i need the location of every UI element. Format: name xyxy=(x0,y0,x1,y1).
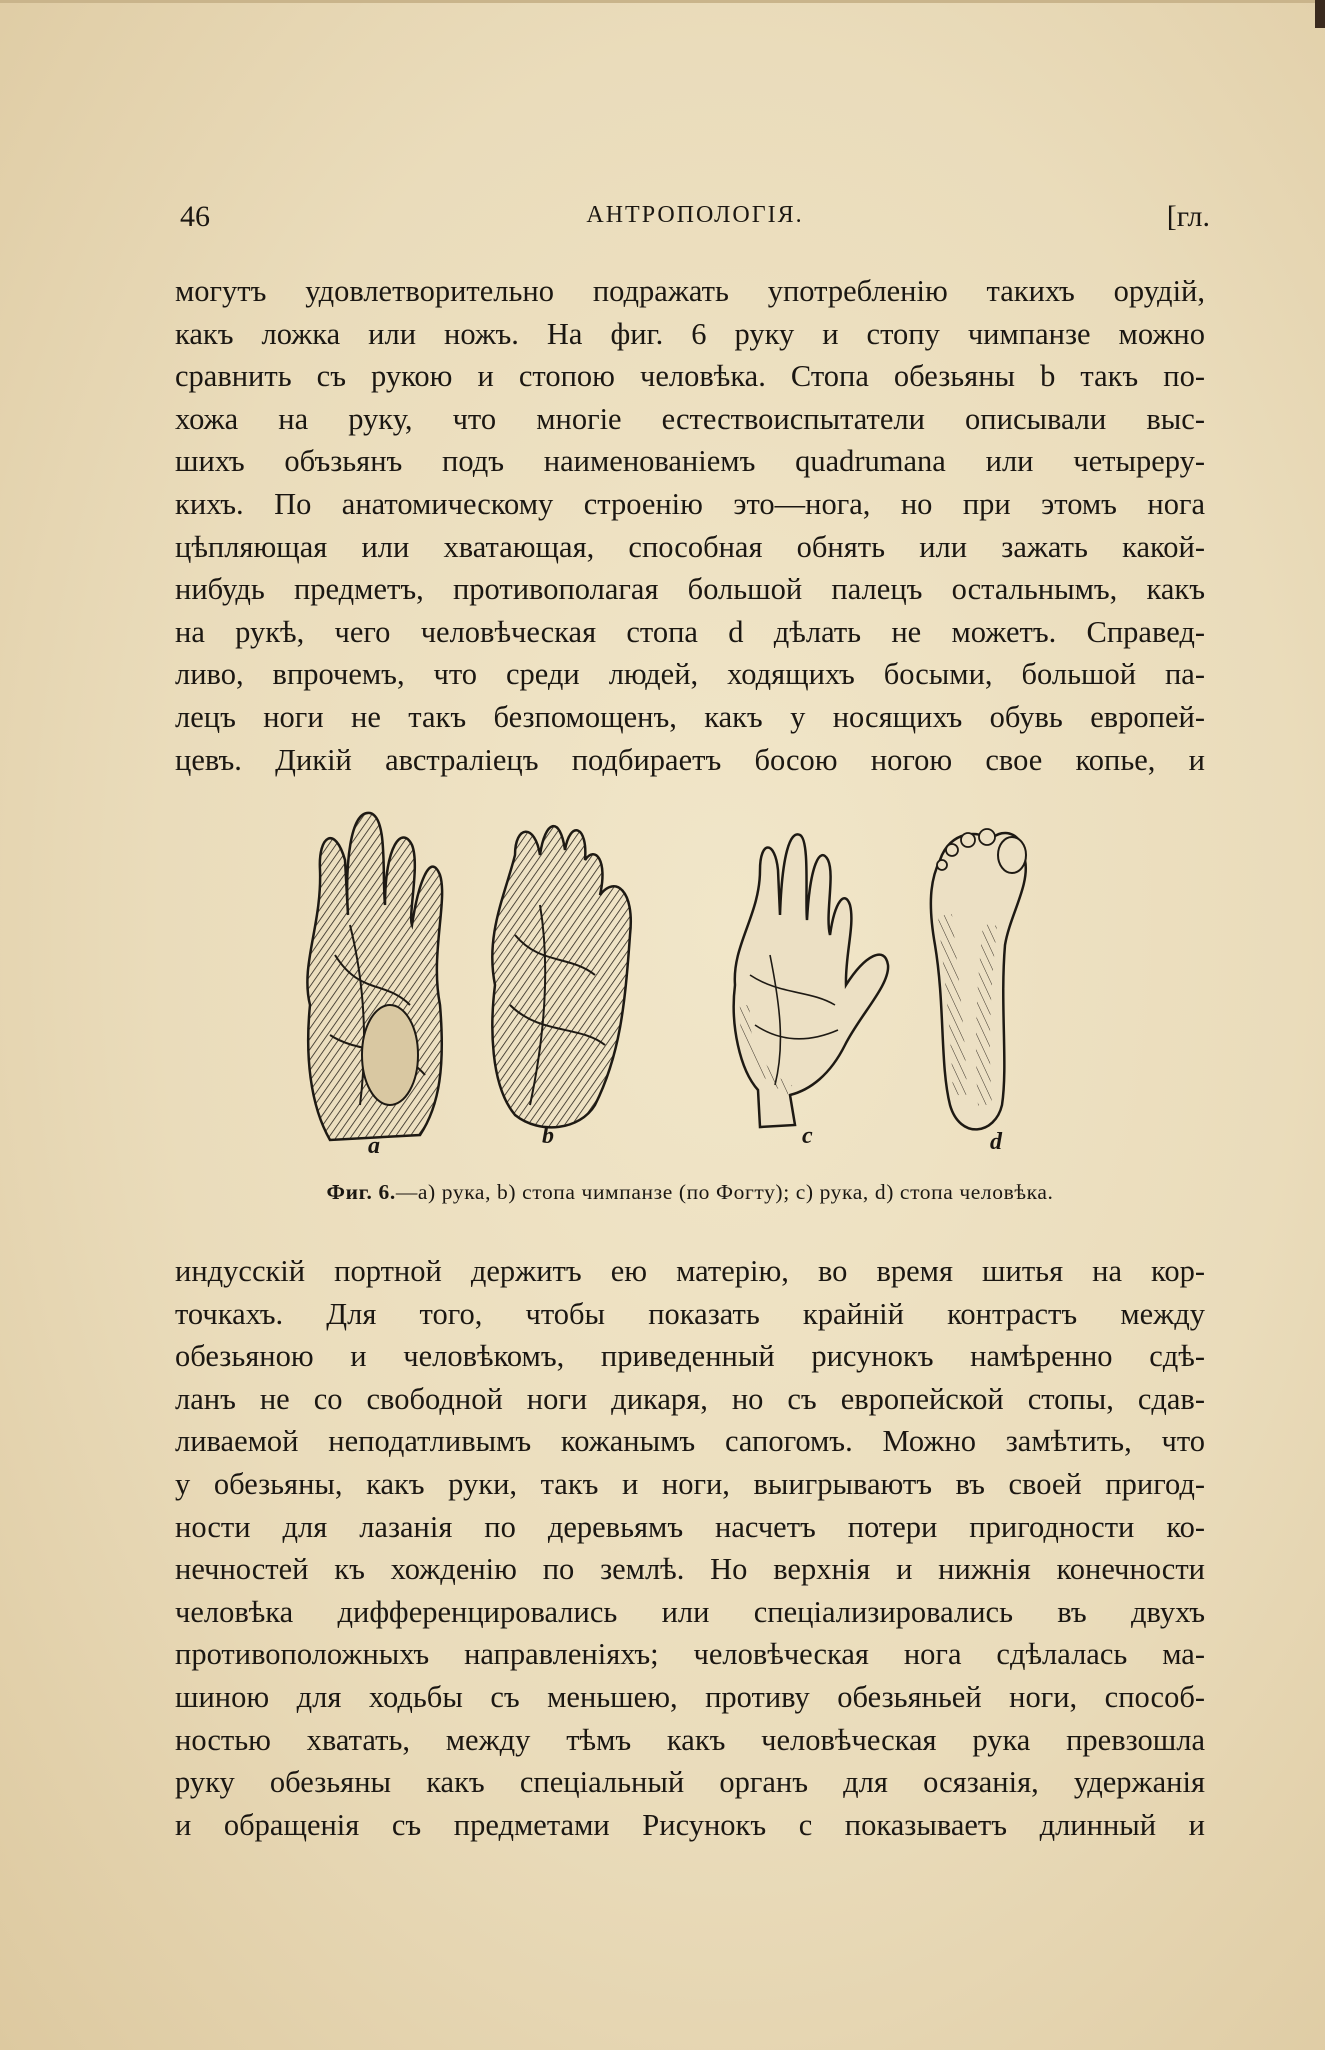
page-corner-shadow xyxy=(1315,0,1325,28)
chimp-foot-drawing xyxy=(492,826,631,1127)
text-line: ливаемой неподатливымъ кожанымъ сапогомъ. Можно замѣтить, что xyxy=(175,1424,1205,1459)
text-line: руку обезьяны какъ спеціальный органъ для осязанія, удержанія xyxy=(175,1765,1205,1800)
text-line: обезьяною и человѣкомъ, приведенный рисунокъ намѣренно сдѣ- xyxy=(175,1339,1205,1374)
figure-label-a: a xyxy=(368,1133,380,1159)
figure-hands-and-feet xyxy=(290,805,1090,1159)
caption-lead: Фиг. 6. xyxy=(326,1180,396,1204)
text-line: противоположныхъ направленіяхъ; человѣческая нога сдѣлалась ма- xyxy=(175,1637,1205,1672)
running-title: АНТРОПОЛОГІЯ. xyxy=(586,202,804,228)
text-line: точкахъ. Для того, чтобы показать крайній контрастъ между xyxy=(175,1296,1205,1331)
paragraph-bottom xyxy=(175,1250,1205,1846)
text-line: индусскій портной держитъ ею матерію, во время шитья на кор- xyxy=(175,1254,1205,1288)
figure-label-b: b xyxy=(542,1123,554,1149)
page-header xyxy=(180,200,1210,244)
figure-illustration xyxy=(290,805,1090,1155)
text-line: цѣпляющая или хватающая, способная обнять или зажать какой- xyxy=(175,529,1205,564)
text-line: хожа на руку, что многіе естествоиспытатели описывали выс- xyxy=(175,401,1205,436)
human-hand-drawing xyxy=(734,834,888,1127)
caption-text: —a) рука, b) стопа чимпанзе (по Фогту); c) рука, d) стопа человѣка. xyxy=(395,1180,1054,1204)
text-line: кихъ. По анатомическому строенію это—нога, но при этомъ нога xyxy=(175,486,1205,521)
figure-label-d: d xyxy=(990,1129,1002,1155)
text-line: у обезьяны, какъ руки, такъ и ноги, выигрываютъ въ своей пригод- xyxy=(175,1466,1205,1501)
text-line: могутъ удовлетворительно подражать употребленію такихъ орудій, xyxy=(175,274,1205,308)
text-line: шиною для ходьбы съ меньшею, противу обезьяньей ноги, способ- xyxy=(175,1679,1205,1714)
chimp-hand-drawing xyxy=(307,813,442,1140)
text-line: какъ ложка или ножъ. На фиг. 6 руку и стопу чимпанзе можно xyxy=(175,316,1205,351)
human-foot-drawing xyxy=(931,829,1026,1129)
figure-label-c: c xyxy=(802,1123,813,1149)
text-line: шихъ объзьянъ подъ наименованіемъ quadrumana или четыреру- xyxy=(175,444,1205,479)
text-line: ланъ не со свободной ноги дикаря, но съ европейской стопы, сдав- xyxy=(175,1381,1205,1416)
text-line: сравнить съ рукою и стопою человѣка. Стопа обезьяны b такъ по- xyxy=(175,359,1205,394)
page-top-edge xyxy=(0,0,1325,3)
text-line: человѣка дифференцировались или спеціализировались въ двухъ xyxy=(175,1594,1205,1629)
page-number: 46 xyxy=(180,200,210,233)
text-line: ностью хватать, между тѣмъ какъ человѣческая рука превзошла xyxy=(175,1722,1205,1757)
text-line: и обращенія съ предметами Рисунокъ c показываетъ длинный и xyxy=(175,1807,1205,1842)
text-line: ливо, впрочемъ, что среди людей, ходящихъ босыми, большой па- xyxy=(175,657,1205,692)
text-line: на рукѣ, чего человѣческая стопа d дѣлать не можетъ. Справед- xyxy=(175,614,1205,649)
text-line: цевъ. Дикій австраліецъ подбираетъ босою ногою свое копье, и xyxy=(175,742,1205,777)
text-line: нечностей къ хожденію по землѣ. Но верхнія и нижнія конечности xyxy=(175,1552,1205,1587)
text-line: ности для лазанія по деревьямъ насчетъ потери пригодности ко- xyxy=(175,1509,1205,1544)
paragraph-top xyxy=(175,270,1205,781)
figure-caption xyxy=(190,1180,1190,1205)
chapter-mark: [гл. xyxy=(1166,200,1210,233)
text-line: лецъ ноги не такъ безпомощенъ, какъ у носящихъ обувь европей- xyxy=(175,699,1205,734)
text-line: нибудь предметъ, противополагая большой палецъ остальнымъ, какъ xyxy=(175,572,1205,607)
